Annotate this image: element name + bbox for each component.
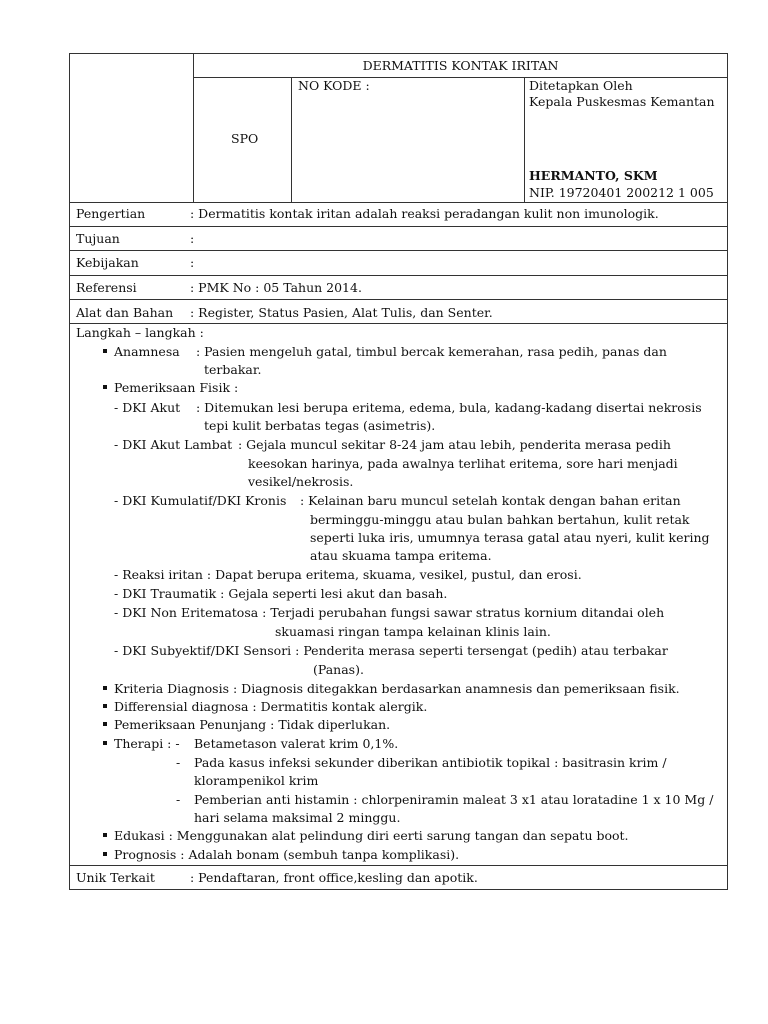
table-border-left: [69, 53, 70, 890]
bullet-icon: [103, 833, 107, 837]
referensi-label: Referensi: [76, 280, 137, 295]
dki-kumulatif-label: - DKI Kumulatif/DKI Kronis: [114, 493, 287, 508]
therapi-item-3: Pemberian anti histamin : chlorpeniramin maleat 3 x1 atau loratadine 1 x 10 Mg /: [194, 792, 714, 807]
edukasi: Edukasi : Menggunakan alat pelindung diri eerti sarung tangan dan sepatu boot.: [114, 828, 629, 843]
row-divider: [69, 226, 728, 227]
signer-name: HERMANTO, SKM: [529, 168, 658, 183]
anamnesa-text-cont: terbakar.: [204, 362, 262, 377]
header-col-divider: [524, 77, 525, 203]
dki-kumulatif-text-cont: atau skuama tampa eritema.: [310, 548, 492, 563]
pemeriksaan-fisik-heading: Pemeriksaan Fisik :: [114, 380, 239, 395]
bullet-icon: [103, 686, 107, 690]
bullet-icon: [103, 852, 107, 856]
unit-terkait-label: Unik Terkait: [76, 870, 155, 885]
row-divider: [69, 250, 728, 251]
anamnesa-text: : Pasien mengeluh gatal, timbul bercak kemerahan, rasa pedih, panas dan: [196, 344, 667, 359]
kepala-puskesmas: Kepala Puskesmas Kemantan: [529, 94, 715, 109]
dki-akut-text: : Ditemukan lesi berupa eritema, edema, bula, kadang-kadang disertai nekrosis: [196, 400, 702, 415]
row-divider: [69, 275, 728, 276]
dki-subyektif-cont: (Panas).: [313, 662, 364, 677]
alat-value: : Register, Status Pasien, Alat Tulis, dan Senter.: [190, 305, 493, 320]
dki-non-eritematosa: - DKI Non Eritematosa : Terjadi perubahan fungsi sawar stratus kornium ditandai oleh: [114, 605, 665, 620]
bullet-icon: [103, 741, 107, 745]
therapi-label: Therapi : -: [114, 736, 180, 751]
kriteria-diagnosis: Kriteria Diagnosis : Diagnosis ditegakkan berdasarkan anamnesis dan pemeriksaan fisik.: [114, 681, 680, 696]
header-col-divider: [193, 53, 194, 203]
reaksi-iritan: - Reaksi iritan : Dapat berupa eritema, skuama, vesikel, pustul, dan erosi.: [114, 567, 582, 582]
dki-non-eritematosa-cont: skuamasi ringan tampa kelainan klinis lain.: [275, 624, 551, 639]
dki-kumulatif-text-cont: seperti luka iris, umumnya terasa gatal atau nyeri, kulit kering: [310, 530, 710, 545]
table-border-bottom: [69, 889, 728, 890]
dki-subyektif: - DKI Subyektif/DKI Sensori : Penderita merasa seperti tersengat (pedih) atau terbakar: [114, 643, 668, 658]
langkah-heading: Langkah – langkah :: [76, 325, 204, 340]
row-divider: [69, 299, 728, 300]
dki-kumulatif-text: : Kelainan baru muncul setelah kontak dengan bahan eritan: [300, 493, 681, 508]
table-border-top: [69, 53, 728, 54]
title-row-divider: [193, 77, 728, 78]
alat-label: Alat dan Bahan: [76, 305, 174, 320]
prognosis: Prognosis : Adalah bonam (sembuh tanpa komplikasi).: [114, 847, 460, 862]
dki-akut-lambat-label: - DKI Akut Lambat: [114, 437, 233, 452]
unit-terkait-value: : Pendaftaran, front office,kesling dan apotik.: [190, 870, 478, 885]
dki-kumulatif-text-cont: berminggu-minggu atau bulan bahkan bertahun, kulit retak: [310, 512, 690, 527]
dki-akut-lambat-text: : Gejala muncul sekitar 8-24 jam atau lebih, penderita merasa pedih: [238, 437, 671, 452]
header-col-divider: [291, 77, 292, 203]
dki-akut-lambat-text-cont: vesikel/nekrosis.: [248, 474, 354, 489]
referensi-value: : PMK No : 05 Tahun 2014.: [190, 280, 362, 295]
tujuan-value: :: [190, 231, 195, 246]
table-border-right: [727, 53, 728, 890]
bullet-icon: [103, 385, 107, 389]
differensial-diagnosa: Differensial diagnosa : Dermatitis kontak alergik.: [114, 699, 428, 714]
anamnesa-label: Anamnesa: [114, 344, 180, 359]
no-kode-label: NO KODE :: [298, 78, 370, 93]
signer-nip: NIP. 19720401 200212 1 005: [529, 185, 714, 200]
bullet-icon: [103, 349, 107, 353]
ditetapkan-oleh: Ditetapkan Oleh: [529, 78, 633, 93]
tujuan-label: Tujuan: [76, 231, 120, 246]
bullet-icon: [103, 722, 107, 726]
header-bottom-border: [69, 202, 728, 203]
dki-akut-text-cont: tepi kulit berbatas tegas (asimetris).: [204, 418, 436, 433]
therapi-dash: -: [176, 792, 181, 807]
dki-akut-lambat-text-cont: keesokan harinya, pada awalnya terlihat eritema, sore hari menjadi: [248, 456, 678, 471]
document-title: DERMATITIS KONTAK IRITAN: [362, 58, 559, 73]
row-divider: [69, 865, 728, 866]
spo-label: SPO: [231, 131, 259, 146]
dki-akut-label: - DKI Akut: [114, 400, 181, 415]
bullet-icon: [103, 704, 107, 708]
kebijakan-value: :: [190, 255, 195, 270]
therapi-item-2: Pada kasus infeksi sekunder diberikan antibiotik topikal : basitrasin krim /: [194, 755, 667, 770]
pengertian-label: Pengertian: [76, 206, 146, 221]
therapi-item-3-cont: hari selama maksimal 2 minggu.: [194, 810, 401, 825]
therapi-item-2-cont: klorampenikol krim: [194, 773, 319, 788]
pemeriksaan-penunjang: Pemeriksaan Penunjang : Tidak diperlukan.: [114, 717, 391, 732]
pengertian-value: : Dermatitis kontak iritan adalah reaksi peradangan kulit non imunologik.: [190, 206, 659, 221]
therapi-dash: -: [176, 755, 181, 770]
therapi-item-1: Betametason valerat krim 0,1%.: [194, 736, 399, 751]
dki-traumatik: - DKI Traumatik : Gejala seperti lesi akut dan basah.: [114, 586, 448, 601]
kebijakan-label: Kebijakan: [76, 255, 139, 270]
